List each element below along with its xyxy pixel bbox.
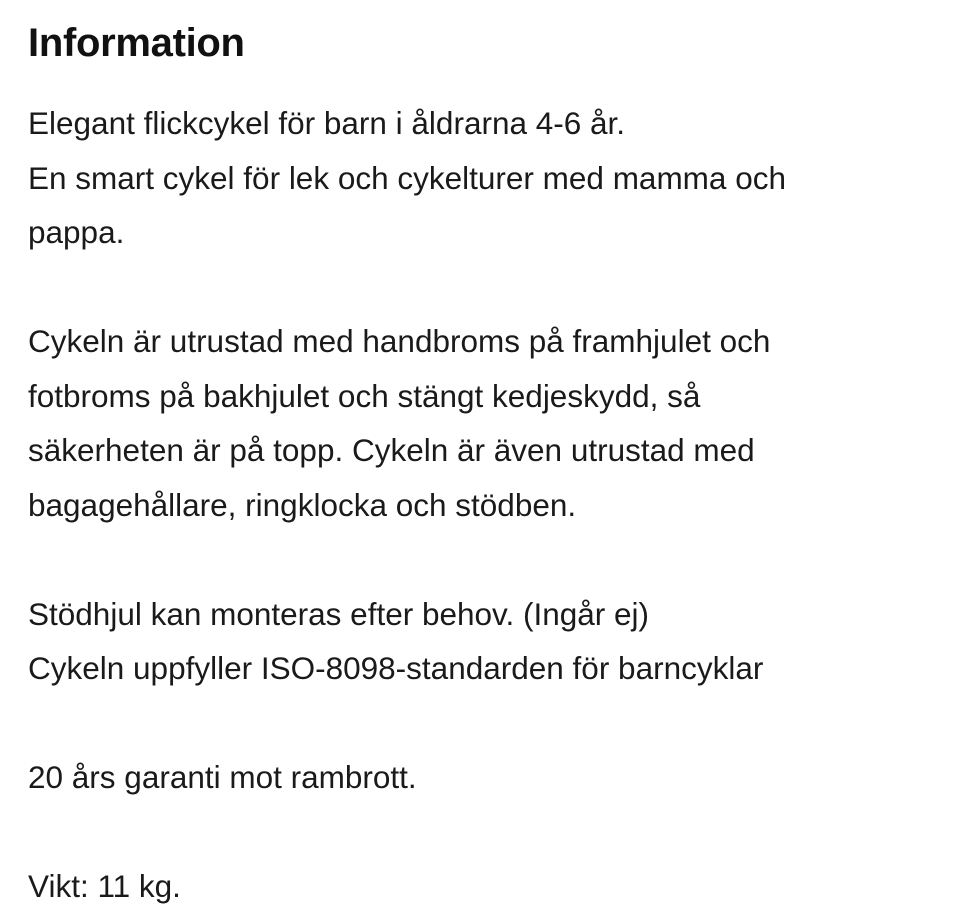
product-information-section <box>28 18 940 914</box>
description-paragraph-weight <box>28 859 940 914</box>
description-line: Cykeln är utrustad med handbroms på framhjulet och <box>28 323 771 359</box>
description-line: fotbroms på bakhjulet och stängt kedjeskydd, så <box>28 377 701 414</box>
description-paragraph-standards <box>28 587 940 696</box>
description-paragraph-intro <box>28 96 940 260</box>
paragraph-spacer <box>28 532 940 587</box>
description-line: Stödhjul kan monteras efter behov. (Ingår ej) <box>28 595 650 632</box>
description-paragraph-equipment <box>28 314 940 532</box>
section-heading: Information <box>28 21 245 65</box>
warranty-text: 20 års garanti mot rambrott. <box>28 759 417 795</box>
description-paragraph-warranty <box>28 750 940 805</box>
weight-text: Vikt: 11 kg. <box>28 868 181 904</box>
paragraph-spacer <box>28 696 940 751</box>
paragraph-spacer <box>28 260 940 315</box>
description-line: Cykeln uppfyller ISO-8098-standarden för barncyklar <box>28 650 764 686</box>
description-line: bagagehållare, ringklocka och stödben. <box>28 486 577 523</box>
description-line: pappa. <box>28 214 125 250</box>
description-line: En smart cykel för lek och cykelturer med mamma och <box>28 159 786 196</box>
paragraph-spacer <box>28 805 940 860</box>
description-line: Elegant flickcykel för barn i åldrarna 4-6 år. <box>28 105 626 141</box>
description-line: säkerheten är på topp. Cykeln är även utrustad med <box>28 432 755 468</box>
